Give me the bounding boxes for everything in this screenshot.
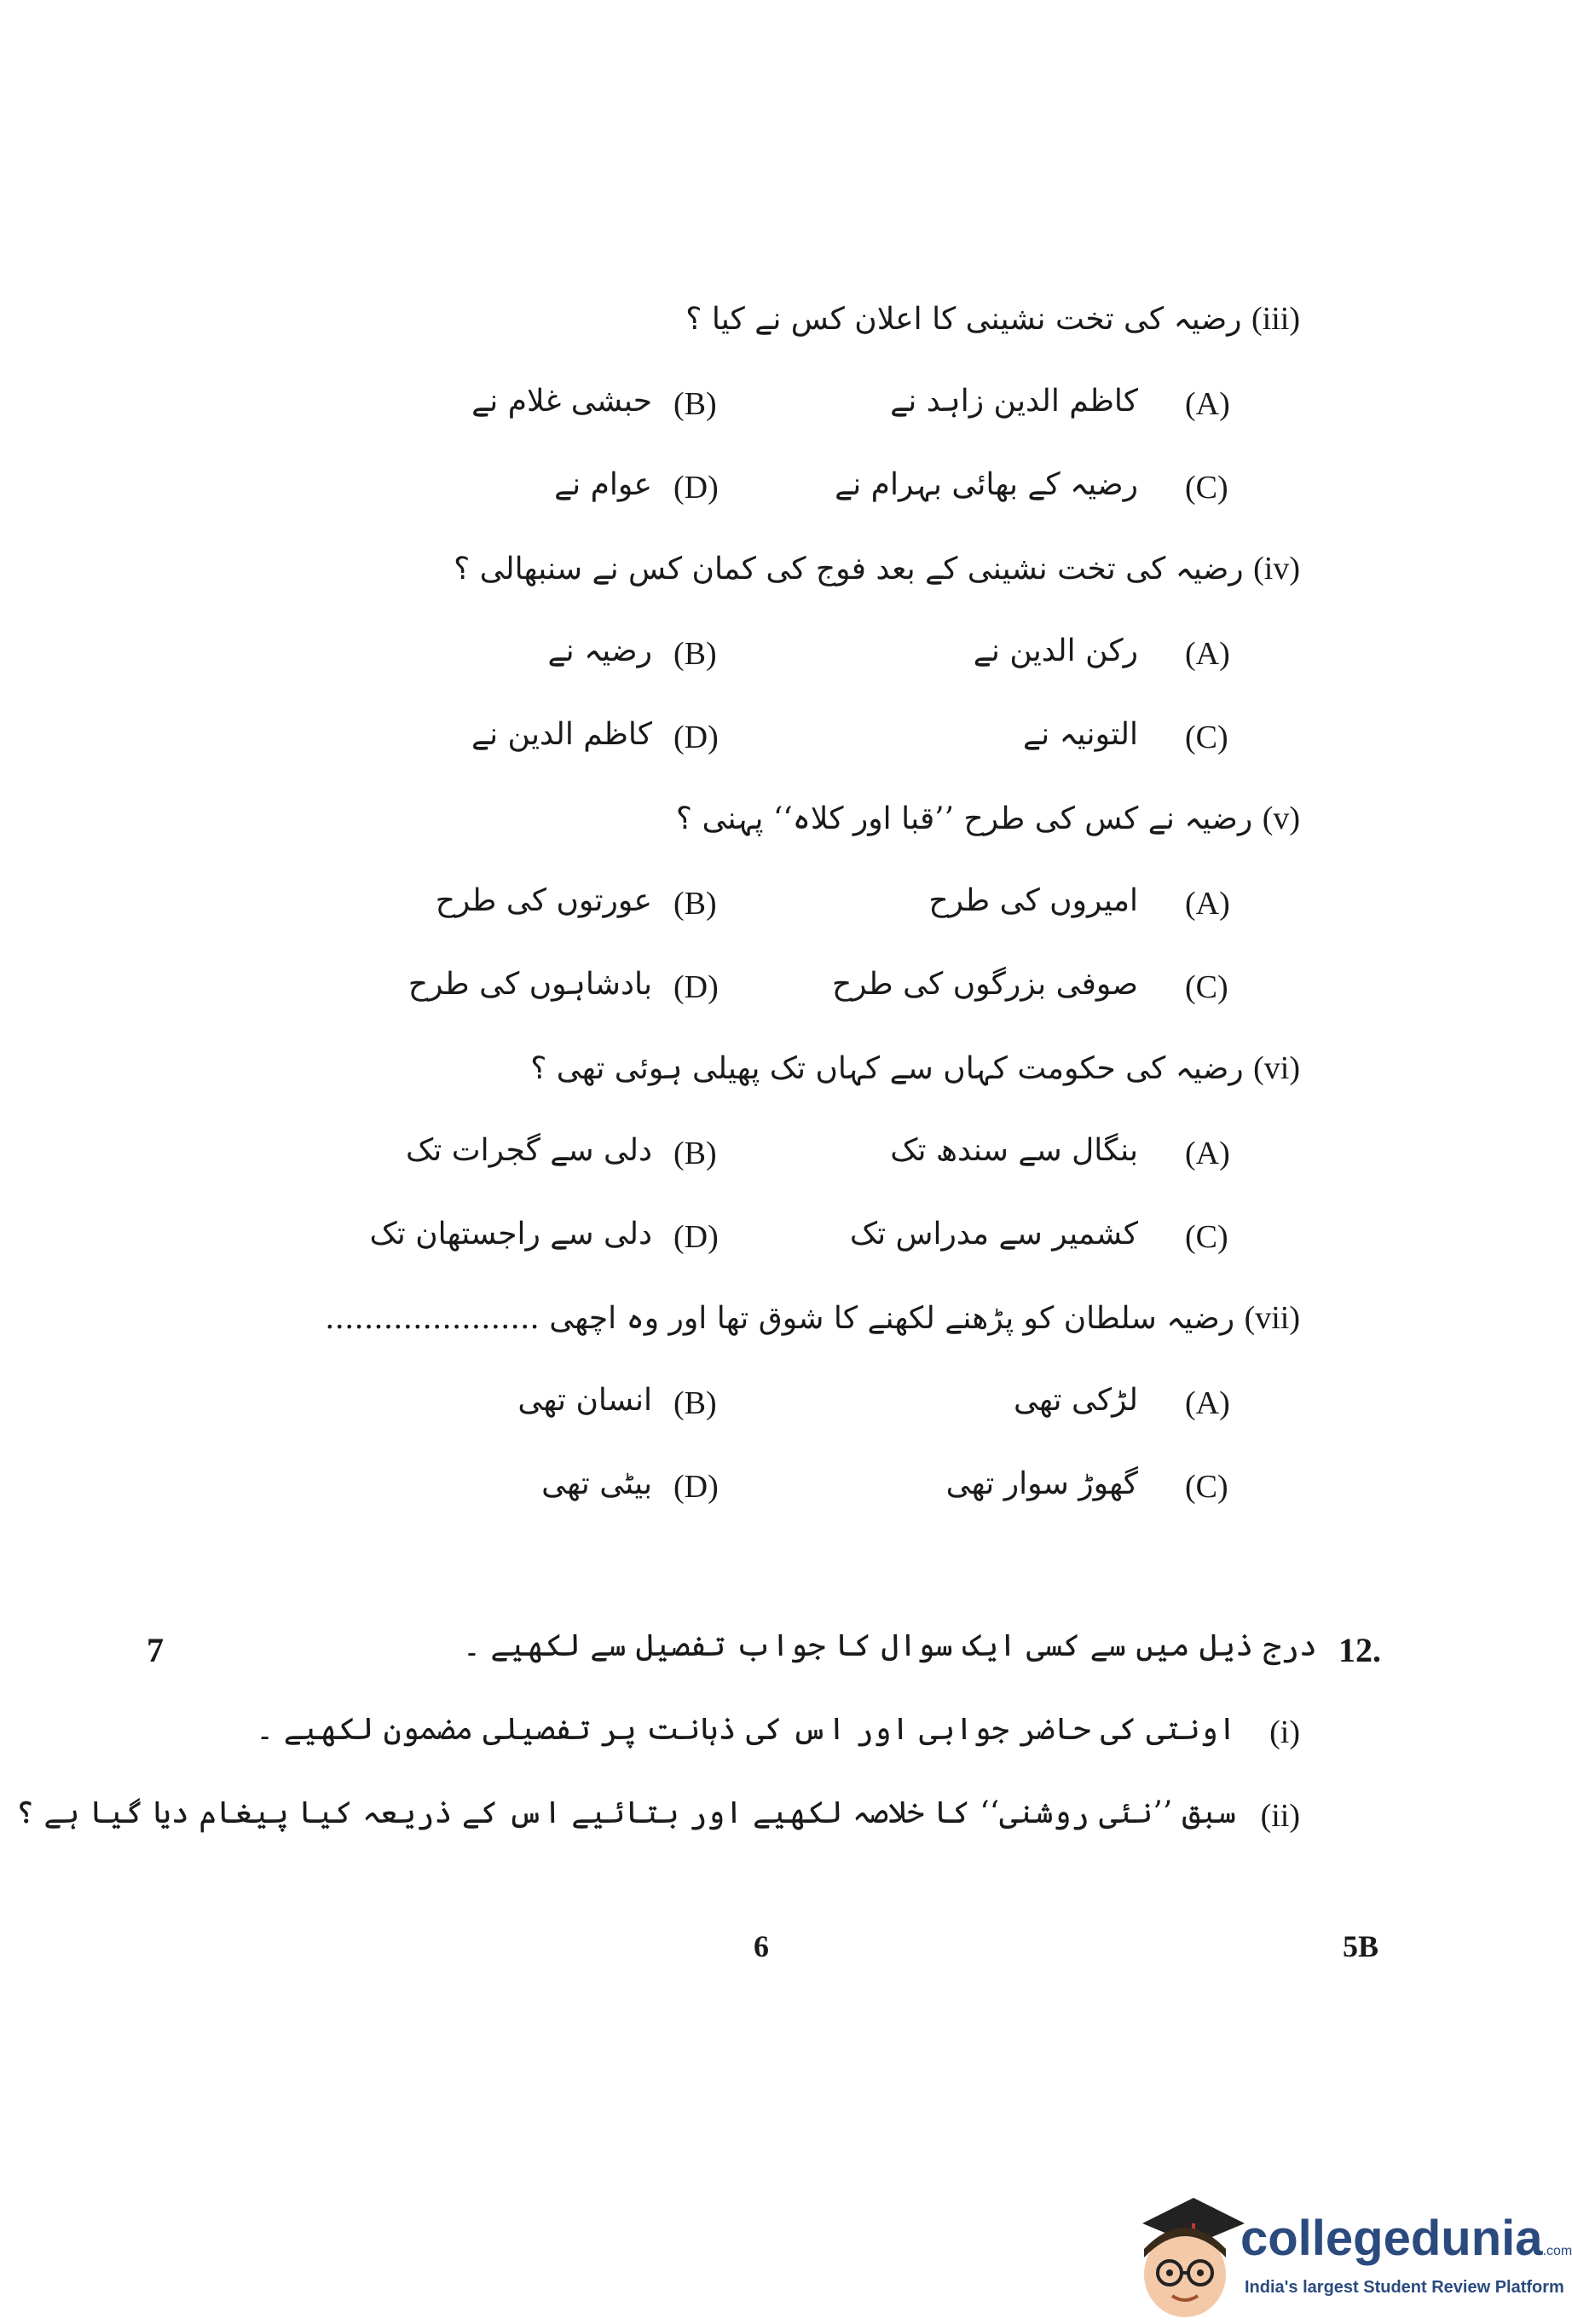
brand-name-text: collegedunia (1240, 2211, 1543, 2266)
option-a-text: لڑکی تھی (1013, 1383, 1138, 1418)
option-a-text: کاظم الدین زاہد نے (890, 384, 1138, 419)
sub-question-number: (ii) (1260, 1798, 1300, 1834)
question-vi (530, 1049, 1300, 1087)
option-d-text: کاظم الدین نے (471, 717, 652, 752)
option-label-a: (A) (1185, 1385, 1230, 1421)
option-label-d: (D) (673, 470, 719, 506)
question-text: رضیہ کی تخت نشینی کے بعد فوج کی کمان کس نے سنبھالی ؟ (454, 552, 1244, 587)
question-text: رضیہ کی تخت نشینی کا اعلان کس نے کیا ؟ (685, 302, 1242, 337)
question-text: رضیہ نے کس کی طرح ’’قبا اور کلاہ‘‘ پہنی ؟ (675, 801, 1253, 836)
option-label-c: (C) (1185, 1469, 1228, 1505)
question-text: رضیہ کی حکومت کہاں سے کہاں تک پھیلی ہوئی تھی ؟ (530, 1051, 1244, 1086)
question-number: (iv) (1253, 551, 1300, 587)
option-label-b: (B) (673, 1136, 717, 1171)
option-a-text: بنگال سے سندھ تک (890, 1133, 1138, 1168)
marks: 7 (147, 1631, 164, 1669)
option-label-b: (B) (673, 886, 717, 922)
blank-line: ...................... (325, 1301, 540, 1336)
option-d-text: دلی سے راجستھان تک (369, 1217, 652, 1252)
option-label-a: (A) (1185, 886, 1230, 922)
question-vii (325, 1299, 1300, 1337)
question-v (676, 800, 1300, 837)
option-label-d: (D) (673, 1469, 719, 1505)
option-label-b: (B) (673, 386, 717, 422)
option-b-text: عورتوں کی طرح (435, 883, 652, 918)
option-label-a: (A) (1185, 1136, 1230, 1171)
option-c-text: گھوڑ سوار تھی (945, 1466, 1138, 1501)
question-text: رضیہ سلطان کو پڑھنے لکھنے کا شوق تھا اور وہ اچھی (549, 1301, 1235, 1336)
option-label-a: (A) (1185, 636, 1230, 672)
page-number: 6 (754, 1929, 769, 1963)
question-iv (454, 550, 1300, 587)
question-number: (vii) (1244, 1300, 1300, 1336)
option-label-c: (C) (1185, 969, 1228, 1005)
brand-suffix: .com (1542, 2244, 1572, 2258)
question-12-number: 12. (1338, 1631, 1381, 1669)
question-iii (685, 300, 1300, 338)
option-c-text: صوفی بزرگوں کی طرح (831, 967, 1138, 1002)
brand-tagline: India's largest Student Review Platform (1245, 2278, 1564, 2297)
option-c-text: کشمیر سے مدراس تک (849, 1217, 1138, 1252)
question-number: (v) (1262, 801, 1300, 836)
option-label-c: (C) (1185, 720, 1228, 755)
sub-question-ii-text: سبق ’’نئی روشنی‘‘ کا خلاصہ لکھیے اور بتائیے اس کے ذریعہ کیا پیغام دیا گیا ہے ؟ (15, 1795, 1236, 1830)
option-d-text: بیٹی تھی (541, 1466, 652, 1501)
option-label-d: (D) (673, 1219, 719, 1255)
option-label-b: (B) (673, 1385, 717, 1421)
question-number: (iii) (1251, 301, 1300, 337)
option-b-text: دلی سے گجرات تک (406, 1133, 652, 1168)
sub-question-i-text: اونتی کی حاضر جوابی اور اس کی ذہانت پر تفصیلی مضمون لکھیے ۔ (256, 1712, 1236, 1747)
option-label-d: (D) (673, 720, 719, 755)
brand-name (1240, 2210, 1572, 2267)
option-label-b: (B) (673, 636, 717, 672)
option-d-text: بادشاہوں کی طرح (407, 967, 652, 1002)
option-label-a: (A) (1185, 386, 1230, 422)
option-d-text: عوام نے (554, 467, 652, 502)
option-label-c: (C) (1185, 1219, 1228, 1255)
question-12-text: درج ذیل میں سے کسی ایک سوال کا جواب تفصیل سے لکھیے ۔ (462, 1628, 1317, 1663)
question-number: (vi) (1253, 1050, 1300, 1086)
option-label-d: (D) (673, 969, 719, 1005)
option-c-text: رضیہ کے بھائی بہرام نے (835, 467, 1138, 502)
option-a-text: امیروں کی طرح (928, 883, 1138, 918)
option-b-text: انسان تھی (517, 1383, 652, 1418)
option-c-text: التونیہ نے (1023, 717, 1138, 752)
sub-question-number: (i) (1269, 1714, 1300, 1750)
option-label-c: (C) (1185, 470, 1228, 506)
option-b-text: حبشی غلام نے (471, 384, 652, 419)
mascot-logo (1125, 2189, 1245, 2317)
paper-code: 5B (1342, 1929, 1378, 1963)
option-b-text: رضیہ نے (547, 633, 652, 668)
option-a-text: رکن الدین نے (973, 633, 1138, 668)
